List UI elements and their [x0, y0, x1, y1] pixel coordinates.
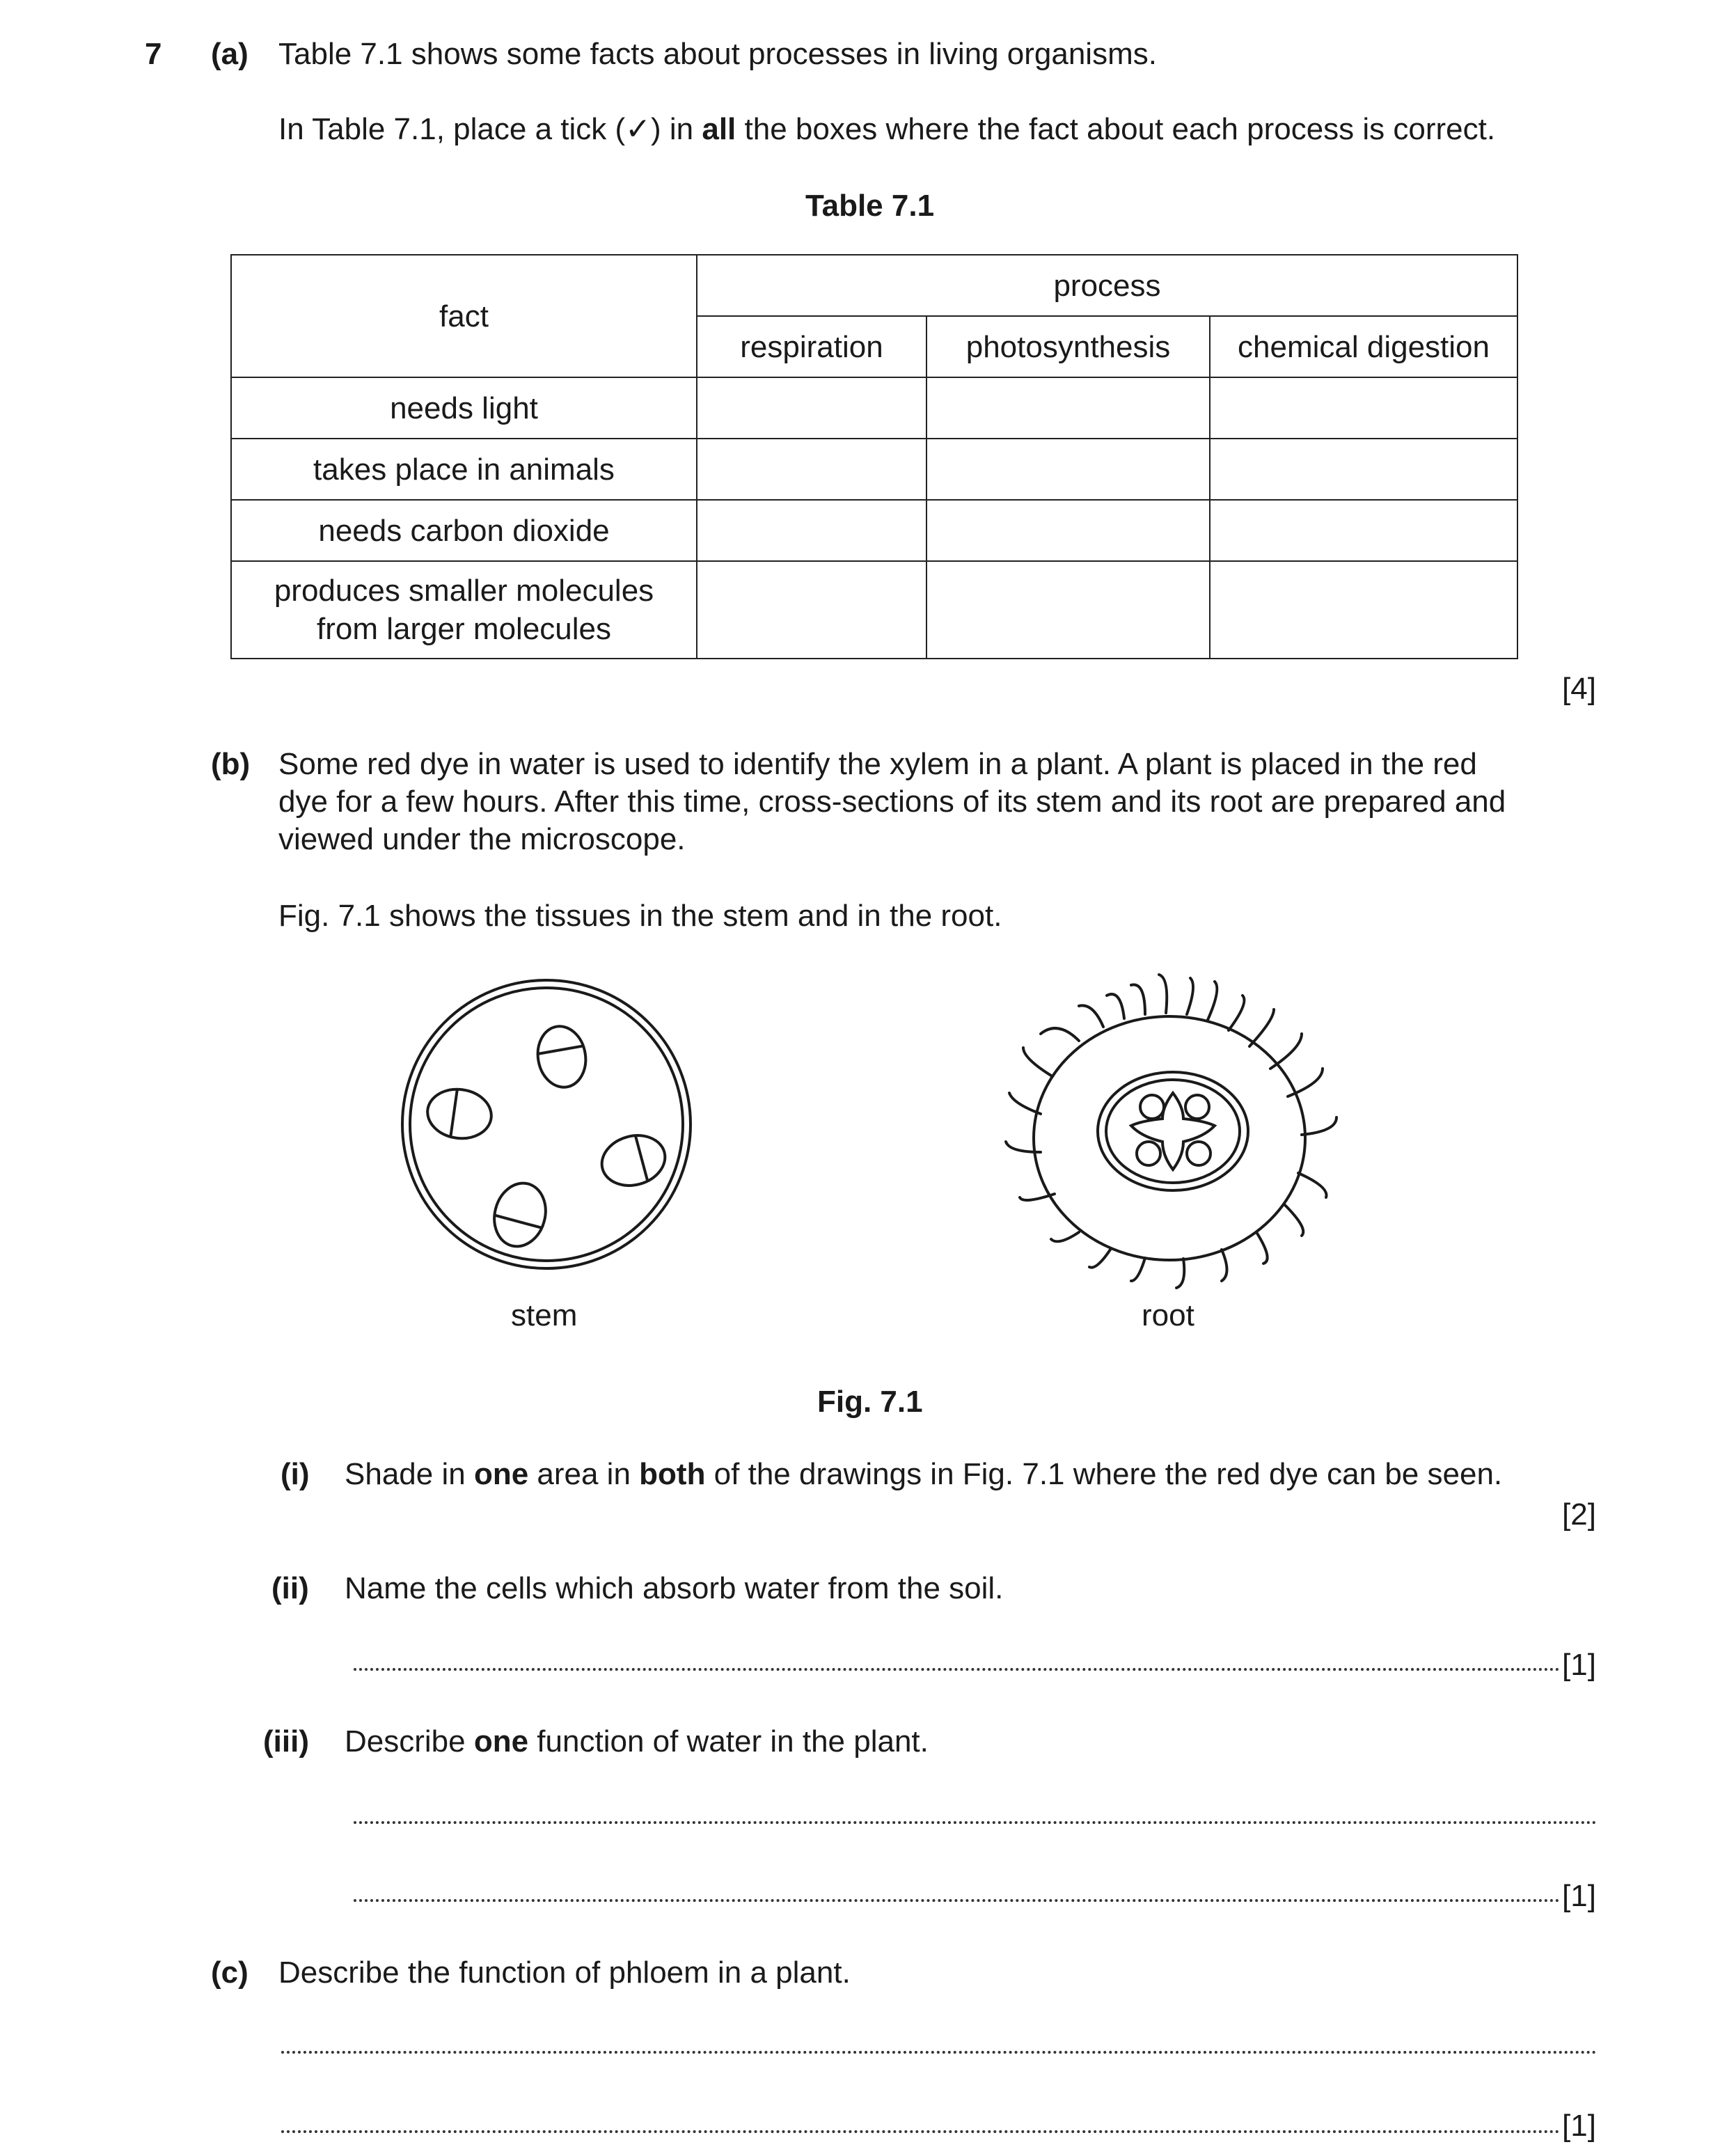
row-label: takes place in animals	[231, 439, 697, 500]
answer-line-b-iii-1[interactable]	[354, 1821, 1597, 1824]
row-label: needs light	[231, 377, 697, 439]
marks-b-iii: [1]	[1562, 1879, 1596, 1913]
tick-box[interactable]	[1210, 500, 1517, 561]
stem-cross-section[interactable]	[390, 968, 703, 1281]
tick-box[interactable]	[697, 500, 926, 561]
phloem-patch	[1140, 1095, 1164, 1119]
answer-line-b-ii[interactable]	[354, 1668, 1560, 1671]
vascular-bundle	[597, 1128, 671, 1192]
tick-box[interactable]	[697, 377, 926, 439]
column-header-photosynthesis: photosynthesis	[926, 316, 1210, 377]
root-epidermis	[1034, 1016, 1305, 1260]
part-b-ii-label: (ii)	[271, 1571, 309, 1605]
fact-header: fact	[231, 255, 697, 377]
part-b-iii-label: (iii)	[263, 1724, 309, 1758]
process-header: process	[697, 255, 1517, 316]
part-b-i-label: (i)	[281, 1457, 310, 1491]
part-b-line3: viewed under the microscope.	[278, 822, 686, 856]
stem-label: stem	[511, 1298, 578, 1332]
root-label: root	[1142, 1298, 1194, 1332]
vascular-bundle	[533, 1023, 590, 1091]
table-row	[231, 377, 1517, 439]
stem-outer-ring	[402, 980, 691, 1268]
table-row	[231, 439, 1517, 500]
column-header-respiration: respiration	[697, 316, 926, 377]
part-b-figure-intro: Fig. 7.1 shows the tissues in the stem and in the root.	[278, 899, 1002, 933]
part-b-label: (b)	[211, 747, 251, 781]
part-b-iii-text: Describe one function of water in the plant.	[345, 1724, 929, 1758]
part-b-line2: dye for a few hours. After this time, cross-sections of its stem and its root are prepared and	[278, 785, 1506, 819]
table-7-1	[230, 254, 1518, 659]
table-title: Table 7.1	[805, 189, 935, 223]
tick-box[interactable]	[1210, 561, 1517, 659]
table-row	[231, 500, 1517, 561]
row-label: needs carbon dioxide	[231, 500, 697, 561]
phloem-patch	[1137, 1142, 1160, 1165]
vascular-bundle	[425, 1085, 495, 1142]
vascular-bundle	[487, 1177, 552, 1252]
part-b-ii-text: Name the cells which absorb water from the soil.	[345, 1571, 1004, 1605]
part-a-label: (a)	[211, 37, 249, 71]
marks-b-i: [2]	[1562, 1497, 1596, 1532]
tick-box[interactable]	[697, 439, 926, 500]
answer-line-b-iii-2[interactable]	[354, 1899, 1560, 1902]
root-cross-section[interactable]	[975, 964, 1364, 1298]
answer-line-c-1[interactable]	[281, 2051, 1597, 2054]
part-b-i-text: Shade in one area in both of the drawings in Fig. 7.1 where the red dye can be seen.	[345, 1457, 1503, 1491]
phloem-patch	[1187, 1142, 1211, 1165]
part-a-intro: Table 7.1 shows some facts about processes in living organisms.	[278, 37, 1157, 71]
tick-box[interactable]	[926, 500, 1210, 561]
phloem-patch	[1185, 1095, 1209, 1119]
part-c-text: Describe the function of phloem in a plant.	[278, 1956, 851, 1990]
marks-a: [4]	[1562, 672, 1596, 706]
part-b-line1: Some red dye in water is used to identify the xylem in a plant. A plant is placed in the red	[278, 747, 1477, 781]
answer-line-c-2[interactable]	[281, 2130, 1560, 2133]
marks-b-ii: [1]	[1562, 1648, 1596, 1682]
endodermis-outer	[1098, 1072, 1248, 1190]
tick-box[interactable]	[926, 377, 1210, 439]
part-a-instruction: In Table 7.1, place a tick (✓) in all the boxes where the fact about each process is correct.	[278, 112, 1496, 146]
question-number: 7	[145, 37, 162, 71]
tick-box[interactable]	[1210, 377, 1517, 439]
part-c-label: (c)	[211, 1956, 249, 1990]
table-row	[231, 561, 1517, 659]
tick-box[interactable]	[926, 439, 1210, 500]
tick-box[interactable]	[926, 561, 1210, 659]
figure-caption: Fig. 7.1	[817, 1385, 923, 1419]
marks-c: [1]	[1562, 2109, 1596, 2143]
tick-box[interactable]	[1210, 439, 1517, 500]
root-hairs	[1006, 975, 1336, 1288]
xylem-star	[1131, 1093, 1215, 1170]
column-header-chemical-digestion: chemical digestion	[1210, 316, 1517, 377]
tick-box[interactable]	[697, 561, 926, 659]
row-label: produces smaller molecules from larger molecules	[231, 561, 697, 659]
